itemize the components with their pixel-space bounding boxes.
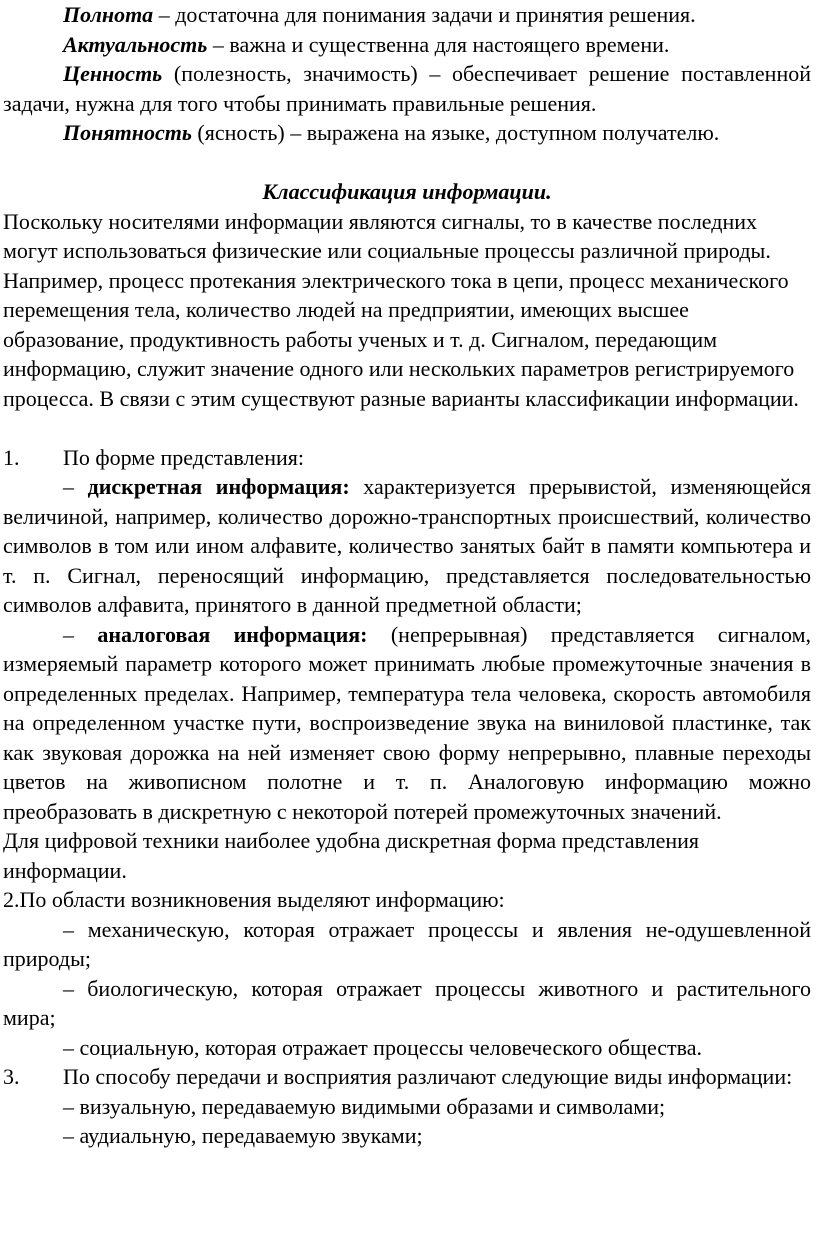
class3-item-audial: – аудиальную, передаваемую звуками; <box>63 1123 423 1148</box>
intro-paragraph: Поскольку носителями информации являются сигналы, то в качестве последних могут использоваться физические или социальные процессы различной природы. Например, процесс протекания электрического тока в цепи, процесс механического перемещения тела, количество людей на предприятии, имеющих высшее образование, продуктивность работы ученых и т. д. Сигналом, передающим информацию, служит значение одного или нескольких параметров регистрируемого процесса. В связи с этим существуют разные варианты классификации информации. <box>3 208 799 411</box>
item-term: аналоговая информация: <box>97 621 368 647</box>
list-title: По способу передачи и восприятия различают следующие виды информации: <box>63 1064 793 1089</box>
class1-note: Для цифровой техники наиболее удобна дискретная форма представления информации. <box>3 828 700 883</box>
class2-item-social: – социальную, которая отражает процессы человеческого общества. <box>63 1034 703 1060</box>
class1-heading <box>3 443 811 473</box>
class2-heading: 2.По области возникновения выделяют информацию: <box>3 887 505 912</box>
property-text: – важна и существенна для настоящего времени. <box>207 31 670 57</box>
item-text: (непрерывная) представляется сигналом, измеряемый параметр которого может принимать любые промежуточные значения в определенных пределах. Например, температура тела человека, скорость автомобиля на определенном участке пути, воспроизведение звука на виниловой пластинке, так как звуковая дорожка на ней изменяет свою форму непрерывно, плавные переходы цветов на живописном полотне и т. п. Аналоговую информацию можно преобразовать в дискретную с некоторой потерей промежуточных значений. <box>3 621 811 824</box>
class1-item-discrete <box>3 472 811 620</box>
item-text: характеризуется прерывистой, изменяющейся величиной, например, количество дорожно-транспортных происшествий, количество символов в том или ином алфавите, количество занятых байт в памяти компьютера и т. п. Сигнал, переносящий информацию, представляется последовательностью символов алфавита, принятого в данной предметной области; <box>3 474 812 617</box>
property-completeness <box>3 0 811 30</box>
list-number: 3. <box>3 1064 20 1089</box>
blank-line <box>3 148 811 178</box>
property-text: – достаточна для понимания задачи и принятия решения. <box>153 2 696 27</box>
property-term: Актуальность <box>63 31 208 57</box>
property-term: Полнота <box>63 2 154 27</box>
class2-item-mechanical: – механическую, которая отражает процессы и явления не-одушевленной природы; <box>3 916 811 971</box>
class3-heading <box>3 1062 811 1092</box>
list-number: 1. <box>3 444 20 470</box>
item-term: дискретная информация: <box>87 474 350 499</box>
section-title: Классификация информации. <box>262 179 552 204</box>
property-term: Понятность <box>63 120 192 145</box>
class3-item-visual: – визуальную, передаваемую видимыми образами и символами; <box>63 1093 666 1119</box>
class1-item-analog <box>3 620 811 827</box>
property-clarity <box>3 118 811 148</box>
property-value <box>3 59 811 118</box>
property-term: Ценность <box>63 61 163 86</box>
dash: – <box>63 474 88 499</box>
document-page <box>3 0 811 1151</box>
property-text: (полезность, значимость) – обеспечивает решение поставленной задачи, нужна для того чтобы принимать правильные решения. <box>3 61 811 116</box>
dash: – <box>63 621 98 647</box>
class2-item-biological: – биологическую, которая отражает процессы животного и растительного мира; <box>3 975 811 1030</box>
property-text: (ясность) – выражена на языке, доступном получателю. <box>191 120 720 145</box>
blank-line <box>3 413 811 443</box>
property-relevance <box>3 30 811 60</box>
list-title: По форме представления: <box>63 444 304 470</box>
